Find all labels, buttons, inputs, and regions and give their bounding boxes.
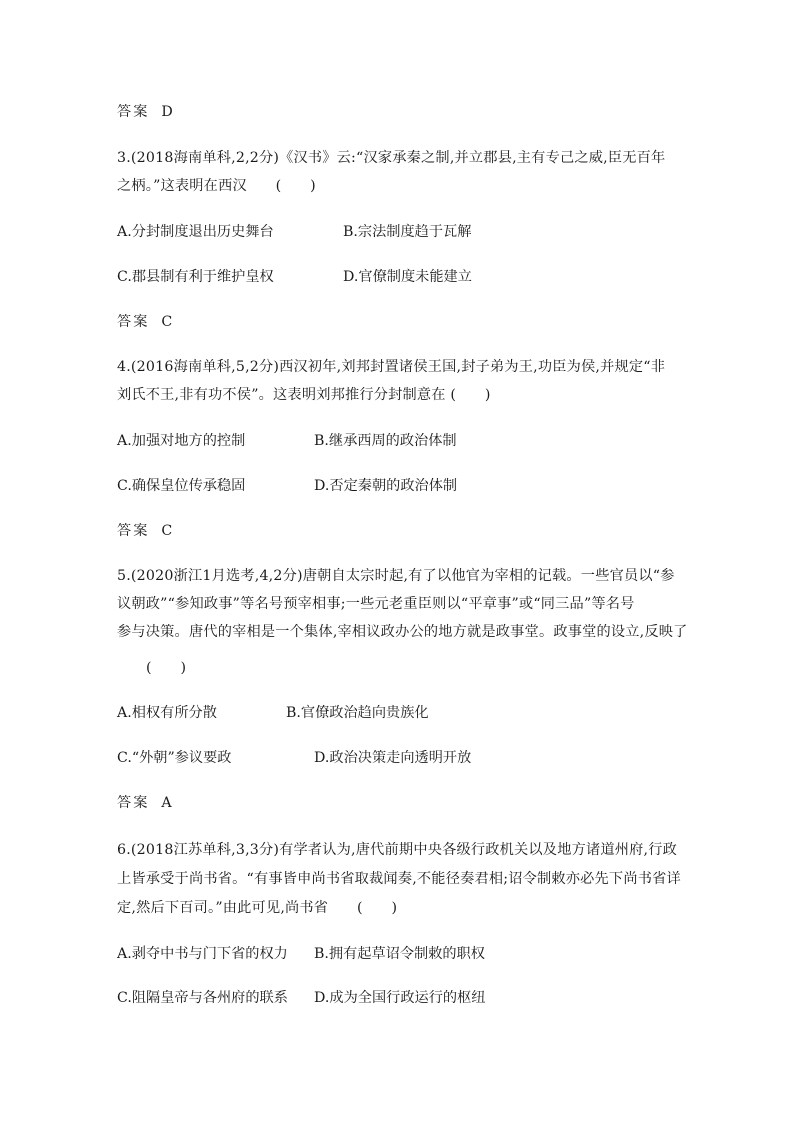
question-5-option-a: A.相权有所分散 [117, 705, 217, 721]
question-6-option-b: B.拥有起草诏令制敕的职权 [314, 946, 485, 962]
question-5-stem-line-2: 议朝政”“参知政事”等名号预宰相事;一些元老重臣则以“平章事”或“同三品”等名号 [117, 596, 635, 612]
question-5-option-c: C.“外朝”参议要政 [117, 750, 232, 766]
question-4-option-a: A.加强对地方的控制 [117, 433, 246, 449]
question-3-option-c: C.郡县制有利于维护皇权 [117, 269, 274, 285]
question-3-stem-line-2: 之柄。”这表明在西汉 ( ) [117, 178, 316, 194]
question-4-option-b: B.继承西周的政治体制 [314, 433, 457, 449]
question-5-stem-line-4: ( ) [146, 660, 187, 676]
answer-value: C [161, 314, 173, 330]
answer-line-q3 [117, 312, 172, 332]
question-6-stem-line-2: 上皆承受于尚书省。“有事皆申尚书省取裁闻奏,不能径奏君相;诏令制敕亦必先下尚书省详 [117, 871, 681, 887]
question-5-stem-line-1: 5.(2020浙江1月选考,4,2分)唐朝自太宗时起,有了以他官为宰相的记载。一些官员以“参 [117, 568, 675, 584]
answer-value: D [161, 104, 173, 120]
answer-label: 答案 [117, 314, 150, 330]
question-4-option-c: C.确保皇位传承稳固 [117, 478, 246, 494]
question-5-option-d: D.政治决策走向透明开放 [314, 750, 472, 766]
question-6-option-d: D.成为全国行政运行的枢纽 [314, 990, 486, 1006]
answer-line-q5 [117, 793, 172, 813]
answer-label: 答案 [117, 795, 150, 811]
answer-line-q4 [117, 521, 172, 541]
question-3-option-a: A.分封制度退出历史舞台 [117, 224, 274, 240]
question-6-stem-line-3: 定,然后下百司。”由此可见,尚书省 ( ) [117, 900, 398, 916]
question-6-option-c: C.阻隔皇帝与各州府的联系 [117, 990, 288, 1006]
answer-value: A [161, 795, 172, 811]
question-4-option-d: D.否定秦朝的政治体制 [314, 478, 458, 494]
question-3-option-b: B.宗法制度趋于瓦解 [343, 224, 472, 240]
question-6-stem-line-1: 6.(2018江苏单科,3,3分)有学者认为,唐代前期中央各级行政机关以及地方诸道州府,行政 [117, 842, 678, 858]
question-5-option-b: B.官僚政治趋向贵族化 [286, 705, 429, 721]
answer-label: 答案 [117, 104, 150, 120]
answer-label: 答案 [117, 523, 150, 539]
question-3-stem-line-1: 3.(2018海南单科,2,2分)《汉书》云:“汉家承秦之制,并立郡县,主有专己之威,臣无百年 [117, 150, 666, 166]
question-4-stem-line-2: 刘氏不王,非有功不侯”。这表明刘邦推行分封制意在 ( ) [117, 387, 491, 403]
answer-line-q2 [117, 102, 173, 122]
question-4-stem-line-1: 4.(2016海南单科,5,2分)西汉初年,刘邦封置诸侯王国,封子弟为王,功臣为侯,并规定“非 [117, 359, 666, 375]
question-6-option-a: A.剥夺中书与门下省的权力 [117, 946, 288, 962]
answer-value: C [161, 523, 173, 539]
question-3-option-d: D.官僚制度未能建立 [343, 269, 472, 285]
question-5-stem-line-3: 参与决策。唐代的宰相是一个集体,宰相议政办公的地方就是政事堂。政事堂的设立,反映了 [117, 624, 688, 640]
